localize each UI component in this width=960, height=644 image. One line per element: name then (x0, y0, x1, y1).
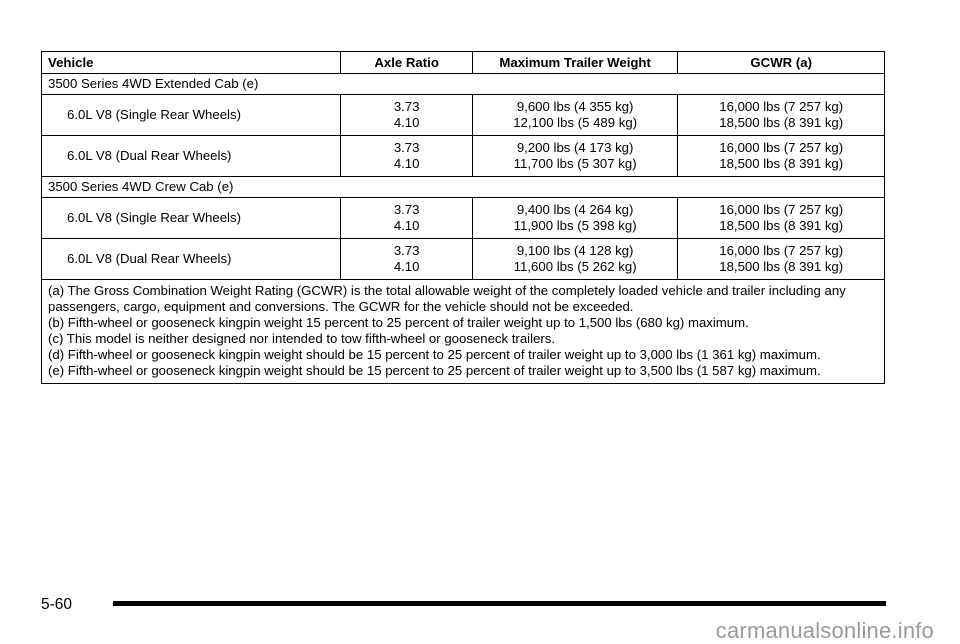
axle-ratio-cell (341, 239, 472, 280)
gcwr-value: 16,000 lbs (7 257 kg) (719, 140, 844, 155)
gcwr-cell (678, 239, 885, 280)
gcwr-value: 16,000 lbs (7 257 kg) (719, 202, 844, 217)
axle-ratio-value: 4.10 (393, 115, 420, 130)
table-row (42, 239, 885, 280)
axle-ratio-value: 3.73 (393, 202, 420, 217)
axle-ratio-cell (341, 198, 472, 239)
gcwr-cell (678, 95, 885, 136)
gcwr-value: 16,000 lbs (7 257 kg) (719, 99, 844, 114)
footnote-d: (d) Fifth-wheel or gooseneck kingpin weight should be 15 percent to 25 percent of trailer weight up to 3,000 lbs (1 361 kg) maximum. (48, 347, 821, 362)
header-max-trailer-weight: Maximum Trailer Weight (472, 52, 678, 74)
section-title: 3500 Series 4WD Extended Cab (e) (42, 74, 885, 95)
gcwr-value: 18,500 lbs (8 391 kg) (719, 218, 844, 233)
vehicle-cell: 6.0L V8 (Single Rear Wheels) (42, 95, 341, 136)
footnotes-row (42, 280, 885, 384)
gcwr-cell (678, 198, 885, 239)
header-axle-ratio: Axle Ratio (341, 52, 472, 74)
footnote-e: (e) Fifth-wheel or gooseneck kingpin weight should be 15 percent to 25 percent of trailer weight up to 3,500 lbs (1 587 kg) maximum. (48, 363, 821, 378)
towing-specs-table (41, 51, 885, 384)
axle-ratio-value: 4.10 (393, 218, 420, 233)
gcwr-value: 18,500 lbs (8 391 kg) (719, 115, 844, 130)
vehicle-cell: 6.0L V8 (Dual Rear Wheels) (42, 239, 341, 280)
axle-ratio-value: 3.73 (393, 140, 420, 155)
trailer-weight-value: 12,100 lbs (5 489 kg) (513, 115, 638, 130)
watermark: carmanualsonline.info (715, 618, 934, 643)
gcwr-value: 18,500 lbs (8 391 kg) (719, 156, 844, 171)
section-row (42, 74, 885, 95)
footnotes-cell (42, 280, 885, 384)
trailer-weight-value: 11,700 lbs (5 307 kg) (513, 156, 637, 171)
header-vehicle: Vehicle (42, 52, 341, 74)
page-number: 5-60 (41, 596, 73, 613)
gcwr-value: 16,000 lbs (7 257 kg) (719, 243, 844, 258)
footnote-b: (b) Fifth-wheel or gooseneck kingpin weight 15 percent to 25 percent of trailer weight up to 1,500 lbs (680 kg) maximum. (48, 315, 749, 330)
header-gcwr: GCWR (a) (678, 52, 885, 74)
footer-rule (113, 601, 886, 606)
trailer-weight-value: 9,100 lbs (4 128 kg) (516, 243, 634, 258)
axle-ratio-value: 3.73 (393, 99, 420, 114)
table-row (42, 95, 885, 136)
vehicle-cell: 6.0L V8 (Single Rear Wheels) (42, 198, 341, 239)
vehicle-cell: 6.0L V8 (Dual Rear Wheels) (42, 136, 341, 177)
footnote-c: (c) This model is neither designed nor intended to tow fifth-wheel or gooseneck trailers. (48, 331, 556, 346)
trailer-weight-value: 11,900 lbs (5 398 kg) (513, 218, 637, 233)
trailer-weight-value: 9,600 lbs (4 355 kg) (516, 99, 634, 114)
table-row (42, 198, 885, 239)
trailer-weight-cell (472, 95, 678, 136)
section-row (42, 177, 885, 198)
axle-ratio-value: 4.10 (393, 156, 420, 171)
axle-ratio-value: 4.10 (393, 259, 420, 274)
gcwr-value: 18,500 lbs (8 391 kg) (719, 259, 844, 274)
trailer-weight-cell (472, 136, 678, 177)
trailer-weight-value: 11,600 lbs (5 262 kg) (513, 259, 637, 274)
gcwr-cell (678, 136, 885, 177)
table-header-row (42, 52, 885, 74)
axle-ratio-value: 3.73 (393, 243, 420, 258)
table-row (42, 136, 885, 177)
trailer-weight-cell (472, 198, 678, 239)
trailer-weight-value: 9,400 lbs (4 264 kg) (516, 202, 634, 217)
trailer-weight-value: 9,200 lbs (4 173 kg) (516, 140, 634, 155)
axle-ratio-cell (341, 95, 472, 136)
trailer-weight-cell (472, 239, 678, 280)
section-title: 3500 Series 4WD Crew Cab (e) (42, 177, 885, 198)
axle-ratio-cell (341, 136, 472, 177)
footnote-a: (a) The Gross Combination Weight Rating (GCWR) is the total allowable weight of the completely loaded vehicle and trailer including any passengers, cargo, equipment and conversions. The GCWR for the vehicle should not be exceeded. (48, 283, 846, 314)
